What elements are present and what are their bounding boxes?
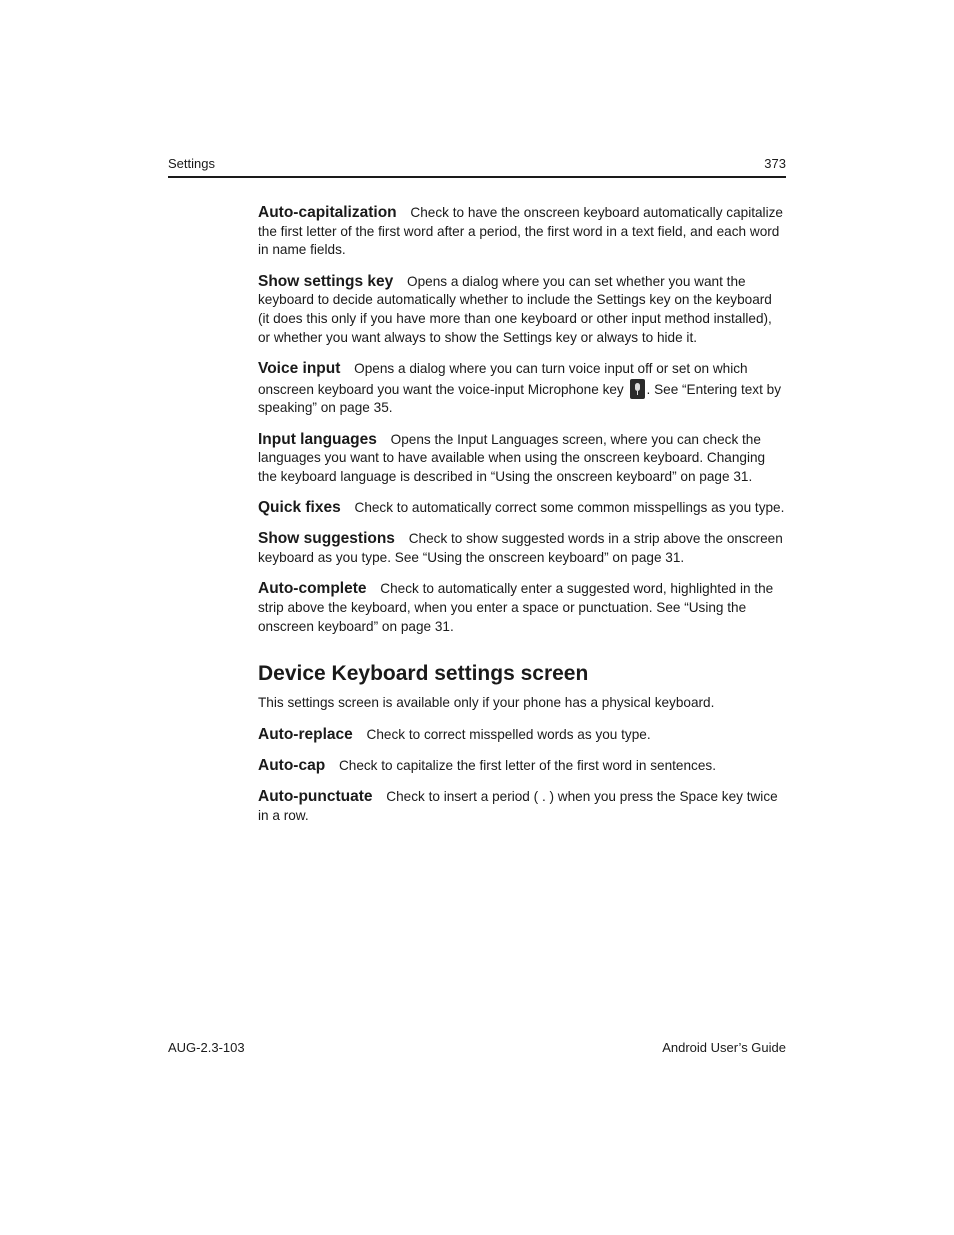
microphone-icon: [630, 379, 645, 399]
entry-description: Check to insert a period ( . ) when you press the Space key twice in a row.: [258, 788, 778, 823]
section-intro: This settings screen is available only if your phone has a physical keyboard.: [258, 695, 715, 711]
entry-term: Auto-replace: [258, 725, 353, 743]
entry-description: Check to automatically enter a suggested word, highlighted in the strip above the keyboard, when you enter a space or punctuation. See “Using the onscreen keyboard” on page 31.: [258, 581, 774, 634]
page-content: [258, 204, 786, 838]
entry-description: Check to correct misspelled words as you type.: [366, 726, 651, 742]
entry-description: Opens the Input Languages screen, where you can check the languages you want to have available when using the onscreen keyboard. Changing the keyboard language is described in “Using the onscreen keyboard” on page 31.: [258, 431, 766, 484]
entry-input-languages: [258, 431, 786, 487]
entry-description: Check to capitalize the first letter of the first word in sentences.: [338, 757, 716, 773]
header-section: Settings: [168, 156, 215, 171]
entry-voice-input: [258, 360, 786, 418]
footer-doc-id: AUG-2.3-103: [168, 1040, 245, 1055]
entry-show-suggestions: [258, 530, 786, 567]
entry-description: Check to have the onscreen keyboard automatically capitalize the first letter of the first word after a period, the first word in a text field, and each word in name fields.: [258, 205, 783, 258]
entry-term: Input languages: [258, 430, 377, 448]
entry-term: Quick fixes: [258, 499, 341, 517]
entry-description-continued: . See “Entering text by speaking” on page 35.: [258, 381, 782, 416]
entry-auto-replace: [258, 726, 786, 745]
entry-auto-punctuate: [258, 788, 786, 825]
entry-auto-capitalization: [258, 204, 786, 260]
page-header: [168, 154, 786, 178]
entry-term: Auto-complete: [258, 580, 367, 598]
entry-term: Auto-capitalization: [258, 204, 397, 221]
entry-description: Opens a dialog where you can turn voice input off or set on which onscreen keyboard you want the voice-input Microphone key: [258, 360, 748, 397]
entry-quick-fixes: [258, 499, 786, 518]
entry-term: Show settings key: [258, 272, 394, 290]
entry-description: Check to show suggested words in a strip above the onscreen keyboard as you type. See “Using the onscreen keyboard” on page 31.: [258, 531, 783, 566]
page-number: 373: [764, 156, 786, 171]
entry-description: Check to automatically correct some common misspellings as you type.: [354, 500, 785, 516]
entry-term: Auto-punctuate: [258, 787, 373, 805]
entry-term: Auto-cap: [258, 756, 326, 774]
section-title: Device Keyboard settings screen: [258, 662, 589, 686]
footer-doc-title: Android User’s Guide: [662, 1040, 786, 1055]
entry-description: Opens a dialog where you can set whether you want the keyboard to decide automatically whether to include the Settings key on the keyboard (it does this only if you have more than one keyboard or other input method installed), or whether you want always to show the Settings key or always to hide it.: [258, 273, 772, 345]
entry-auto-complete: [258, 580, 786, 636]
entry-auto-cap: [258, 757, 786, 776]
entry-term: Voice input: [258, 359, 341, 377]
entry-term: Show suggestions: [258, 530, 395, 548]
entry-show-settings-key: [258, 273, 786, 348]
